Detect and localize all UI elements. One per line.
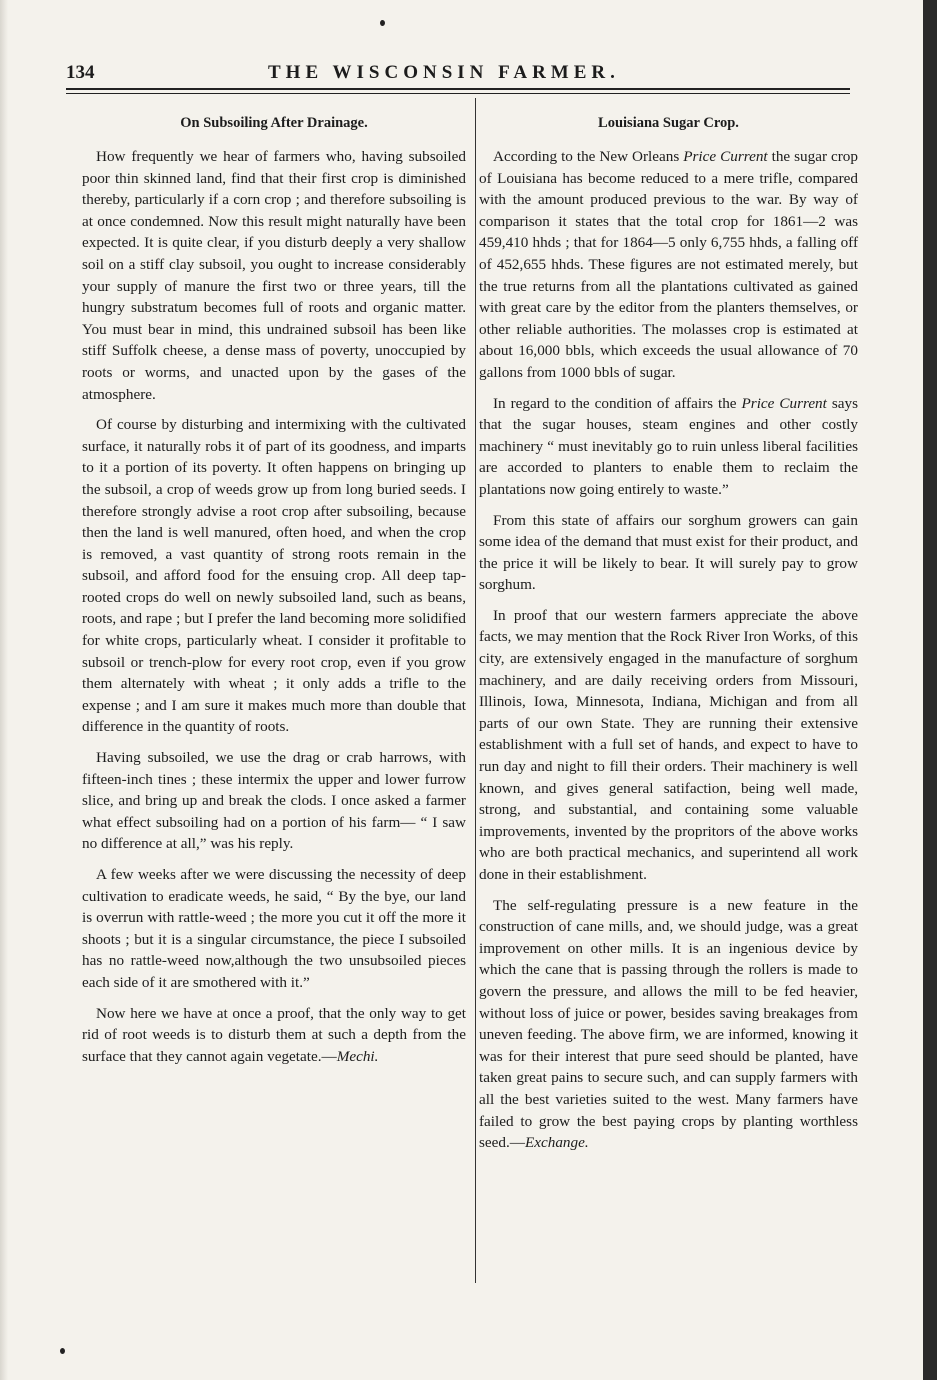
column-divider [475, 98, 476, 1283]
article-signature: Exchange. [524, 1134, 589, 1152]
article-paragraph [479, 146, 858, 384]
article-paragraph [82, 1003, 466, 1068]
article-paragraph-text: Now here we have at once a proof, that the only way to get rid of root weeds is to disturb them at such a depth from the surface that they cannot again vegetate.— [82, 1004, 466, 1065]
article-paragraph: In proof that our western farmers appreciate the above facts, we may mention that the Rock River Iron Works, of this city, are extensively engaged in the manufacture of sorghum machinery, and are daily receiving orders from Missouri, Illinois, Iowa, Minnesota, Indiana, Michigan and from all parts of our own State. They are running their extensive establishment with a full set of hands, and expect to have to run day and night to fill their orders. Their machinery is well known, and gives general satifaction, being well made, strong, and substantial, and containing some valuable improvements, invented by the propritors of the above works who are both practical mechanics, and superintend all work done in their establishment. [479, 606, 858, 883]
ink-speck [380, 20, 385, 26]
page-number: 134 [66, 62, 95, 83]
article-paragraph: How frequently we hear of farmers who, having subsoiled poor thin skinned land, find that their first crop is diminished thereby, particularly if a corn crop ; and therefore subsoiling is at once condemned. Now this result might naturally have been expected. It is quite clear, if you disturb deeply a very shallow soil on a stiff clay subsoil, you ought to increase considerably your supply of manure the first two or three years, till the hungry substratum becomes full of roots and organic matter. You must bear in mind, this undrained subsoil has been like stiff Suffolk cheese, a dense mass of poverty, unoccupied by roots or worms, and unacted upon by the gases of the atmosphere. [82, 148, 466, 403]
article-paragraph: Of course by disturbing and intermixing with the cultivated surface, it naturally robs it of part of its goodness, and imparts to it a portion of its poverty. It often happens on bringing up the subsoil, a crop of weeds grow up from long buried seeds. I therefore strongly advise a root crop after subsoiling, because then the land is well manured, often hoed, and when the crop is removed, a vast quantity of strong roots remain in the subsoil, and afford food for the ensuing crop. All deep tap-rooted crops do well on newly subsoiled land, such as beans, roots, and rape ; but I prefer the land becoming more solidified for white crops, particularly wheat. I consider it profitable to subsoil or trench-plow for every root crop, even if you grow them alternately with wheat ; it only adds a trifle to the expense ; and I am sure it makes much more than double that difference in the quantity of roots. [82, 416, 466, 736]
page-header [66, 60, 854, 86]
page-edge-shadow [0, 0, 8, 1380]
header-rule-thin [66, 93, 850, 94]
right-column [479, 110, 858, 1163]
article-signature: Mechi. [336, 1047, 379, 1065]
journal-title: THE WISCONSIN FARMER. [268, 62, 620, 83]
page-binding-edge [923, 0, 937, 1380]
article-paragraph: From this state of affairs our sorghum growers can gain some idea of the demand that must exist for their product, and the price it will be likely to bear. It will surely pay to grow sorghum. [479, 511, 858, 594]
publication-name: Price Current [683, 148, 768, 165]
paragraph-text: says that the sugar houses, steam engines and other costly machinery “ must inevitably go to ruin unless liberal facilities are accorded to planters to enable them to reclaim the plantations now going entirely to waste.” [479, 394, 858, 498]
paragraph-text: The self-regulating pressure is a new feature in the construction of cane mills, and, we should judge, was a great improvement on other mills. It is an ingenious device by which the cane that is passing through the rollers is made to govern the pressure, and allows the mill to be fed heavier, without loss of juice or power, besides saving breakages from uneven feeding. The above firm, we are informed, knowing it was for their interest that pure seed should be planted, have taken great pains to secure such, and can supply farmers with all the best varieties suited to the west. Many farmers have failed to grow the best paying crops by planting worthless seed.— [479, 896, 858, 1152]
article-title-sugar-crop: Louisiana Sugar Crop. [598, 115, 739, 131]
article-paragraph: A few weeks after we were discussing the necessity of deep cultivation to eradicate weeds, he said, “ By the bye, our land is overrun with rattle-weed ; the more you cut it off the more it shoots ; but it is a singular circumstance, the piece I subsoiled has no rattle-weed now,although the two unsubsoiled pieces each side of it are smothered with it.” [82, 866, 466, 991]
article-paragraph [479, 895, 858, 1154]
publication-name: Price Current [741, 394, 827, 412]
article-paragraph: Having subsoiled, we use the drag or crab harrows, with fifteen-inch tines ; these intermix the upper and lower furrow slice, and bring up and break the clods. I once asked a farmer what effect subsoiling had on a portion of his farm— “ I saw no difference at all,” was his reply. [82, 749, 466, 853]
header-rule-thick [66, 88, 850, 90]
paragraph-text: the sugar crop of Louisiana has become reduced to a mere trifle, compared with the amount produced previous to the war. By way of comparison it states that the total crop for 1861—2 was 459,410 hhds ; that for 1864—5 only 6,755 hhds, a falling off of 452,655 hhds. These figures are not estimated merely, but the true returns from all the plantations cultivated as gained with great care by the editor from the planters themselves, or other reliable authorities. The molasses crop is estimated at about 16,000 bbls, which exceeds the usual allowance of 70 gallons from 1000 bbls of sugar. [479, 148, 858, 381]
paragraph-text: In regard to the condition of affairs the [493, 394, 742, 412]
ink-speck [60, 1348, 65, 1354]
article-paragraph [479, 393, 858, 501]
left-column [82, 110, 466, 1076]
article-title-subsoiling: On Subsoiling After Drainage. [180, 115, 368, 131]
paragraph-text: According to the New Orleans [493, 148, 684, 165]
